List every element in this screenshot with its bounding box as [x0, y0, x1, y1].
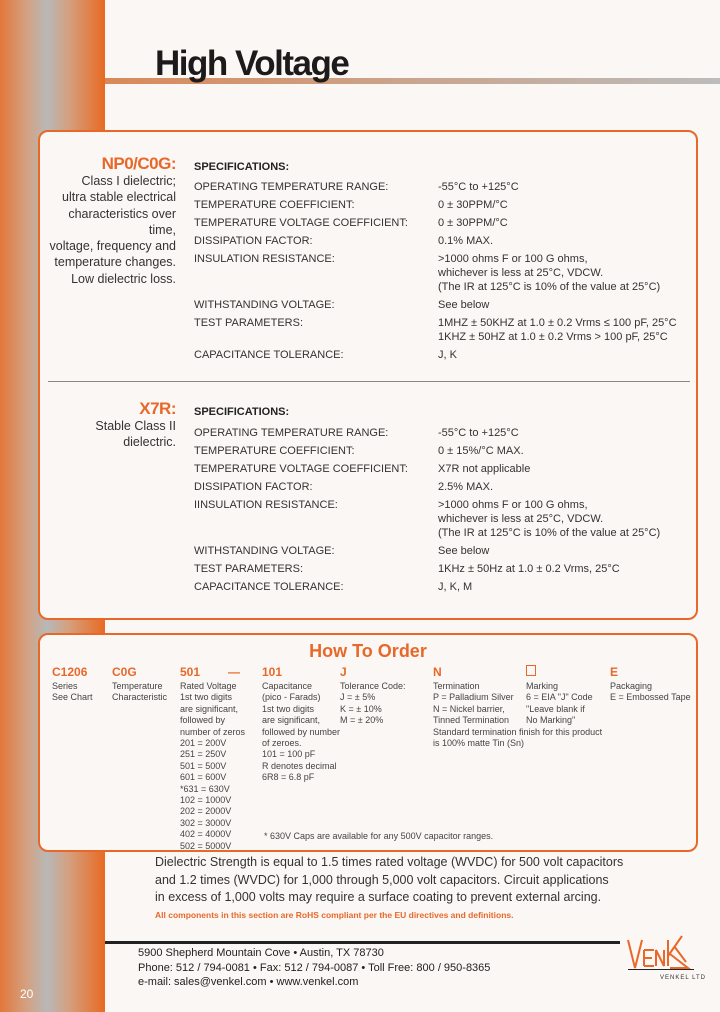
order-line: Rated Voltage: [180, 681, 237, 691]
marking-box-icon: [526, 665, 536, 676]
order-line: number of zeros: [180, 726, 246, 737]
spec-value: [438, 234, 493, 248]
order-code: 101: [262, 665, 283, 679]
spec-value: [438, 480, 493, 494]
spec-value: [438, 348, 457, 362]
spec-value: [438, 180, 519, 194]
spec-label: OPERATING TEMPERATURE RANGE:: [194, 427, 389, 439]
spec-label: INSULATION RESISTANCE:: [194, 253, 335, 265]
spec-value-line: (The IR at 125°C is 10% of the value at 25°C): [438, 527, 661, 539]
footer-divider: [105, 941, 620, 944]
order-code: —: [228, 665, 240, 679]
spec-value: [438, 198, 508, 212]
spec-value-line: 0 ± 15%/°C MAX.: [438, 445, 524, 457]
spec-label: DISSIPATION FACTOR:: [194, 235, 313, 247]
spec-label: IINSULATION RESISTANCE:: [194, 499, 338, 511]
spec-value: [438, 216, 508, 230]
footer-line: 5900 Shepherd Mountain Cove • Austin, TX 78730: [138, 947, 384, 959]
order-column: [262, 665, 340, 784]
spec-value: [438, 298, 489, 312]
order-note: * 630V Caps are available for any 500V capacitor ranges.: [264, 831, 494, 841]
x7r-description: [40, 418, 176, 451]
order-line: are significant,: [180, 703, 239, 714]
spec-value-line: See below: [438, 299, 490, 311]
order-line: 501 = 500V: [180, 760, 227, 771]
spec-value-line: J, K: [438, 349, 457, 361]
spec-value-line: (The IR at 125°C is 10% of the value at 25°C): [438, 281, 661, 293]
spec-label: DISSIPATION FACTOR:: [194, 481, 313, 493]
footer-line: Phone: 512 / 794-0081 • Fax: 512 / 794-0087 • Toll Free: 800 / 950-8365: [138, 961, 491, 974]
spec-header: SPECIFICATIONS:: [194, 161, 290, 173]
order-line: Marking: [526, 681, 559, 691]
order-line: 601 = 600V: [180, 772, 227, 783]
order-column: [52, 665, 93, 704]
order-line: 6R8 = 6.8 pF: [262, 772, 315, 783]
order-line: 1st two digits: [180, 692, 233, 703]
spec-label: TEMPERATURE VOLTAGE COEFFICIENT:: [194, 463, 408, 475]
specifications-panel: [38, 130, 698, 620]
how-to-order-panel: [38, 633, 698, 852]
spec-value-line: 0 ± 30PPM/°C: [438, 217, 508, 229]
order-column: [340, 665, 406, 727]
description-line: characteristics over time,: [68, 206, 176, 237]
spec-value-line: X7R not applicable: [438, 463, 531, 475]
order-line: followed by: [180, 715, 226, 726]
description-line: Stable Class II dielectric.: [95, 419, 176, 450]
order-line: 251 = 250V: [180, 749, 227, 760]
spec-label: WITHSTANDING VOLTAGE:: [194, 545, 335, 557]
spec-value-line: whichever is less at 25°C, VDCW.: [438, 267, 604, 279]
spec-value: [438, 580, 472, 594]
order-line: E = Embossed Tape: [610, 692, 691, 703]
logo-rule: [628, 969, 694, 970]
spec-value: [438, 562, 620, 576]
spec-value-line: 1KHz ± 50Hz at 1.0 ± 0.2 Vrms, 25°C: [438, 563, 620, 575]
venkel-logo: [626, 932, 694, 972]
spec-label: WITHSTANDING VOLTAGE:: [194, 299, 335, 311]
order-line: Tinned Termination: [433, 715, 510, 726]
description-line: Class I dielectric;: [81, 174, 176, 188]
order-line: Tolerance Code:: [340, 681, 406, 691]
page-title: High Voltage: [155, 44, 349, 83]
order-code: [526, 665, 593, 679]
dielectric-line: Dielectric Strength is equal to 1.5 times rated voltage (WVDC) for 500 volt capacitors: [155, 855, 624, 869]
spec-label: OPERATING TEMPERATURE RANGE:: [194, 181, 389, 193]
description-line: ultra stable electrical: [62, 190, 176, 205]
spec-label: CAPACITANCE TOLERANCE:: [194, 349, 344, 361]
footer-line: e-mail: sales@venkel.com • www.venkel.com: [138, 976, 359, 988]
order-code: J: [340, 665, 347, 679]
order-column: [228, 665, 240, 681]
spec-value-line: 0 ± 30PPM/°C: [438, 199, 508, 211]
order-code: C0G: [112, 665, 137, 679]
order-column: [610, 665, 691, 704]
order-column: [526, 665, 593, 727]
spec-value: [438, 252, 660, 294]
spec-value: [438, 462, 530, 476]
spec-value: [438, 544, 489, 558]
how-to-order-heading: How To Order: [309, 641, 427, 661]
order-line: Series: [52, 681, 78, 691]
order-line: Characteristic: [112, 692, 168, 703]
spec-value-line: -55°C to +125°C: [438, 427, 519, 439]
order-line: Temperature: [112, 681, 163, 691]
order-column: [180, 665, 245, 852]
page-number: 20: [20, 987, 34, 1001]
order-line: "Leave blank if: [526, 703, 585, 714]
order-line: 502 = 5000V: [180, 840, 232, 851]
order-code: N: [433, 665, 442, 679]
x7r-heading: X7R:: [139, 399, 176, 418]
spec-label: CAPACITANCE TOLERANCE:: [194, 581, 344, 593]
order-line: 101 = 100 pF: [262, 749, 316, 760]
order-line: 6 = EIA "J" Code: [526, 692, 593, 703]
spec-value-line: J, K, M: [438, 581, 473, 593]
order-line: R denotes decimal: [262, 760, 337, 771]
rohs-notice: All components in this section are RoHS compliant per the EU directives and definitions.: [155, 910, 514, 920]
spec-value-line: 1MHZ ± 50KHZ at 1.0 ± 0.2 Vrms ≤ 100 pF, 25°C: [438, 317, 677, 329]
spec-value-line: 2.5% MAX.: [438, 481, 494, 493]
spec-value-line: -55°C to +125°C: [438, 181, 519, 193]
order-line: followed by number: [262, 726, 341, 737]
spec-value: [438, 426, 519, 440]
order-line: is 100% matte Tin (Sn): [433, 738, 525, 749]
order-line: *631 = 630V: [180, 783, 230, 794]
spec-value-line: 1KHZ ± 50HZ at 1.0 ± 0.2 Vrms > 100 pF, 25°C: [438, 331, 668, 343]
spec-value: [438, 498, 660, 540]
order-line: 302 = 3000V: [180, 817, 232, 828]
order-line: (pico - Farads): [262, 692, 321, 703]
order-line: 201 = 200V: [180, 738, 227, 749]
np0-description: [40, 173, 176, 287]
spec-header: SPECIFICATIONS:: [194, 406, 290, 418]
order-line: Standard termination finish for this product: [433, 726, 603, 737]
description-line: Low dielectric loss.: [71, 271, 176, 286]
spec-value-line: whichever is less at 25°C, VDCW.: [438, 513, 604, 525]
order-line: Packaging: [610, 681, 653, 691]
order-code: E: [610, 665, 619, 679]
description-line: voltage, frequency and: [49, 239, 176, 254]
order-line: See Chart: [52, 692, 93, 703]
spec-label: TEST PARAMETERS:: [194, 317, 304, 329]
order-line: P = Palladium Silver: [433, 692, 514, 703]
order-line: M = ± 20%: [340, 715, 384, 726]
np0-heading: NP0/C0G:: [101, 154, 176, 173]
order-line: 402 = 4000V: [180, 829, 232, 840]
spec-value-line: >1000 ohms F or 100 G ohms,: [438, 253, 588, 265]
order-line: K = ± 10%: [340, 703, 382, 714]
order-line: 1st two digits: [262, 703, 315, 714]
order-code: C1206: [52, 665, 88, 679]
spec-label: TEMPERATURE VOLTAGE COEFFICIENT:: [194, 217, 408, 229]
spec-label: TEMPERATURE COEFFICIENT:: [194, 199, 355, 211]
order-line: Termination: [433, 681, 480, 691]
order-line: Capacitance: [262, 681, 313, 691]
dielectric-line: and 1.2 times (WVDC) for 1,000 through 5,000 volt capacitors. Circuit applications: [155, 872, 609, 887]
spec-value: [438, 316, 677, 344]
section-divider: [48, 381, 690, 382]
spec-value: [438, 444, 524, 458]
description-line: temperature changes.: [54, 255, 176, 270]
order-line: J = ± 5%: [340, 692, 376, 703]
spec-value-line: See below: [438, 545, 490, 557]
order-line: 202 = 2000V: [180, 806, 232, 817]
order-line: are significant,: [262, 715, 321, 726]
logo-caption: VENKEL LTD: [660, 975, 707, 981]
spec-value-line: >1000 ohms F or 100 G ohms,: [438, 499, 588, 511]
spec-label: TEST PARAMETERS:: [194, 563, 304, 575]
spec-label: TEMPERATURE COEFFICIENT:: [194, 445, 355, 457]
order-line: 102 = 1000V: [180, 795, 232, 806]
order-code: 501: [180, 665, 201, 679]
order-line: No Marking": [526, 715, 576, 726]
order-line: N = Nickel barrier,: [433, 703, 505, 714]
spec-value-line: 0.1% MAX.: [438, 235, 494, 247]
order-line: of zeroes.: [262, 738, 302, 749]
order-column: [112, 665, 167, 704]
dielectric-line: in excess of 1,000 volts may require a surface coating to prevent external arcing.: [155, 890, 602, 904]
